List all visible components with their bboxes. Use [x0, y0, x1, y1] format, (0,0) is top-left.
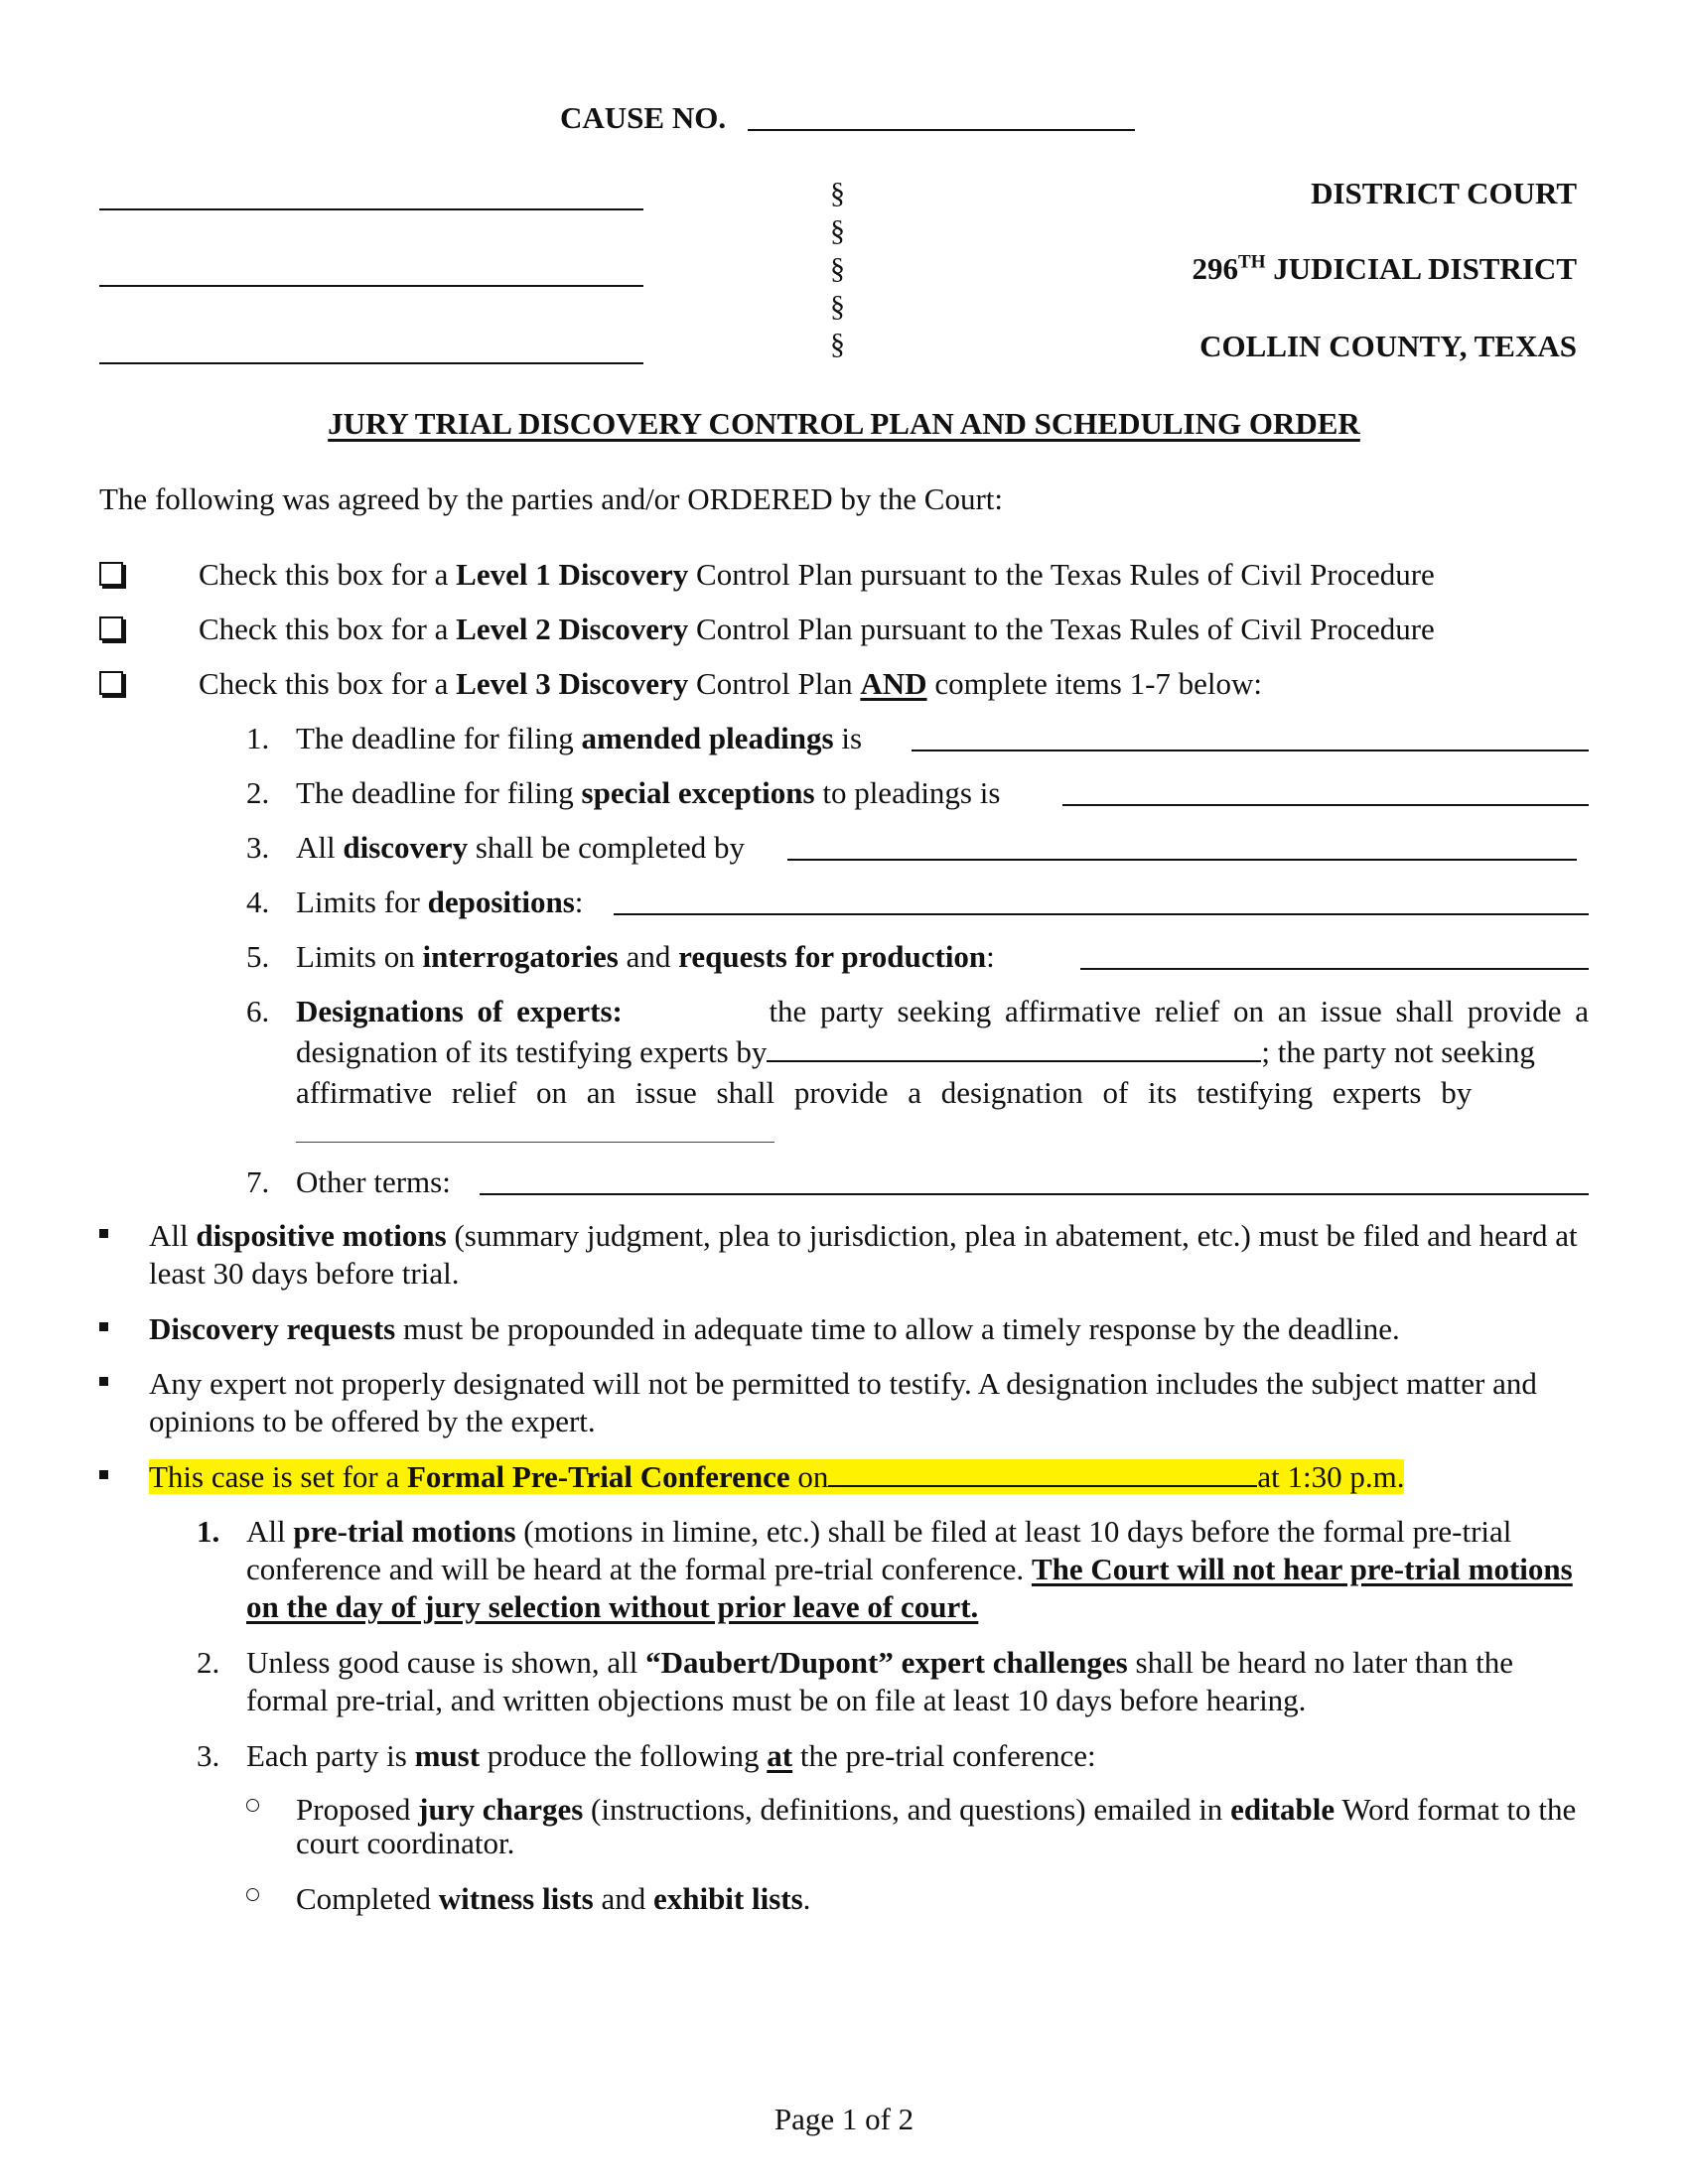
document-title: JURY TRIAL DISCOVERY CONTROL PLAN AND SCHEDULING ORDER [328, 406, 1360, 441]
cause-number-label: CAUSE NO. [560, 100, 727, 135]
bullet-icon [99, 1322, 108, 1331]
checkbox-icon[interactable] [99, 616, 123, 640]
party-line-1[interactable] [99, 208, 643, 210]
circle-bullet-icon [246, 1888, 259, 1901]
section-symbol: § [830, 214, 845, 247]
interrogatory-limits-field[interactable] [1080, 968, 1589, 970]
checkbox-label: Check this box for a Level 1 Discovery Control Plan pursuant to the Texas Rules of Civil Procedure [199, 557, 1435, 592]
other-terms-field[interactable] [480, 1193, 1589, 1195]
party-line-2[interactable] [99, 285, 643, 287]
section-symbol: § [830, 328, 845, 360]
deposition-limits-field[interactable] [614, 913, 1589, 915]
section-symbol: § [830, 177, 845, 209]
checkbox-icon[interactable] [99, 562, 123, 586]
bullet-icon [99, 1470, 108, 1479]
county-state: COLLIN COUNTY, TEXAS [1199, 329, 1577, 363]
bullet-icon [99, 1229, 108, 1238]
section-symbol: § [830, 252, 845, 285]
pretrial-date-field[interactable] [828, 1484, 1257, 1487]
defendant-expert-deadline-field[interactable] [296, 1142, 774, 1143]
circle-bullet-icon [246, 1799, 259, 1812]
page-number: Page 1 of 2 [774, 2102, 914, 2136]
bullet-icon [99, 1377, 108, 1386]
court-name: DISTRICT COURT [1311, 176, 1577, 210]
judicial-district: 296TH JUDICIAL DISTRICT [1192, 251, 1577, 286]
item-6-number: 6. [246, 994, 270, 1028]
intro-text: The following was agreed by the parties and/or ORDERED by the Court: [99, 481, 1003, 516]
party-line-3[interactable] [99, 362, 643, 364]
checkbox-label: Check this box for a Level 3 Discovery Control Plan AND complete items 1-7 below: [199, 666, 1263, 701]
cause-number-field[interactable] [748, 129, 1135, 131]
special-exceptions-deadline-field[interactable] [1062, 804, 1589, 806]
plaintiff-expert-deadline-field[interactable] [767, 1059, 1261, 1062]
discovery-deadline-field[interactable] [787, 859, 1577, 861]
checkbox-label: Check this box for a Level 2 Discovery Control Plan pursuant to the Texas Rules of Civil Procedure [199, 612, 1435, 646]
checkbox-icon[interactable] [99, 671, 123, 695]
amended-pleadings-deadline-field[interactable] [912, 750, 1589, 751]
item-designations-of-experts: Designations of experts: the party seeking affirmative relief on an issue shall provide a designation of its testifying experts by ; the party not seeking affirmative relief on an issue shall provide a designation of its testifying experts by [296, 993, 1589, 1112]
section-symbol: § [830, 290, 845, 323]
